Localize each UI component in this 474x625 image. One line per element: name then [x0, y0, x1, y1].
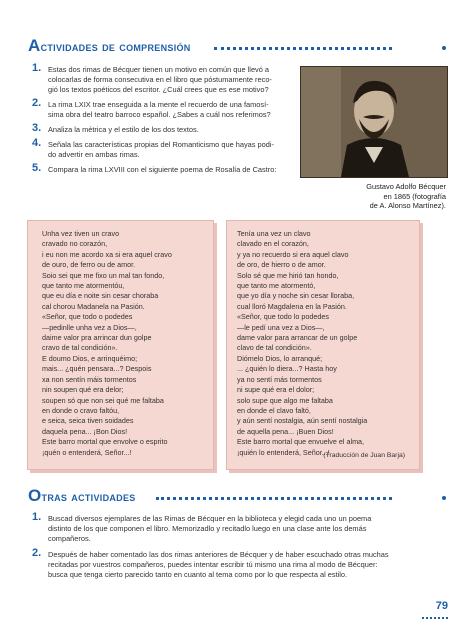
question-4 — [32, 137, 292, 160]
activity-number: 1. — [32, 511, 42, 523]
question-text: La rima LXIX trae enseguida a la mente el recuerdo de una famosí- — [48, 100, 269, 109]
poem-line: Este barro mortal que envolve o esprito — [42, 437, 168, 447]
poem-line: daime valor pra arrincar dun golpe — [42, 333, 152, 343]
comprension-heading — [28, 36, 191, 56]
question-text: Analiza la métrica y el estilo de los dos textos. — [48, 125, 199, 134]
poem-line: en donde el clavo faltó, — [237, 405, 311, 415]
poem-line: cual lloró Magdalena en la Pasión. — [237, 301, 347, 311]
poem-line: ... ¿quién lo diera...? Hasta hoy — [237, 364, 337, 374]
question-1 — [32, 62, 292, 95]
poem-line: de oro, de hierro o de amor. — [237, 260, 326, 270]
becquer-portrait-photo — [300, 66, 448, 178]
poem-line: Diómelo Dios, lo arranqué; — [237, 353, 323, 363]
poem-line: daquela pena... ¡Bon Dios! — [42, 426, 128, 436]
poem-line: Unha vez tiven un cravo — [42, 229, 120, 238]
heading-dotted-rule — [214, 47, 392, 50]
translation-credit: (Traducción de Juan Barja) — [323, 452, 405, 459]
poem-line: Este barro mortal que envuelve el alma, — [237, 437, 365, 447]
poem-line: E doumo Dios, e arrinquéimo; — [42, 353, 138, 363]
poem-line: que eu día e noite sin cesar choraba — [42, 291, 159, 301]
poem-line: «Señor, que todo lo podedes — [237, 312, 329, 322]
poem-lines — [237, 229, 367, 458]
heading-rest: ctividades de comprensión — [40, 38, 191, 54]
poem-line: de ouro, de ferro ou de amor. — [42, 260, 136, 270]
heading-end-dot — [442, 46, 446, 50]
question-3 — [32, 122, 292, 135]
poem-line: ¡quién lo entenderá, Señor...! — [237, 447, 330, 457]
activity-text: recitadas por vuestros compañeros, puedes intentar escribir tú mismo una rima al modo de Bécquer: — [48, 560, 378, 569]
question-text: gió los textos poéticos del escritor. ¿Cuál crees que es ese motivo? — [48, 85, 269, 94]
poem-line: clavo de tal condición». — [237, 343, 312, 353]
otras-heading — [28, 486, 136, 506]
question-number: 4. — [32, 137, 42, 149]
question-text: do advertir en ambas rimas. — [48, 150, 140, 159]
poem-line: nin soupen qué era delor; — [42, 385, 124, 395]
poem-line: e seica, seica tiven soidades — [42, 416, 134, 426]
question-5 — [32, 162, 302, 175]
poem-line: —le pedí una vez a Dios—, — [237, 322, 325, 332]
heading-rest: tras actividades — [41, 488, 136, 504]
poem-spanish-box — [226, 220, 420, 470]
poem-line: cravo de tal condición». — [42, 343, 118, 353]
caption-line: Gustavo Adolfo Bécquer — [366, 182, 446, 191]
portrait-illustration — [301, 67, 447, 177]
question-text: sima obra del teatro barroco español. ¿Sabes a cuál nos referimos? — [48, 110, 271, 119]
activity-text: compañeros. — [48, 534, 91, 543]
activity-text: Después de haber comentado las dos rimas anteriores de Bécquer y de haber escuchado otras muchas — [48, 550, 389, 559]
poem-line: cravado no corazón, — [42, 239, 108, 249]
poem-line: xa non sentín máis tormentos — [42, 374, 137, 384]
activity-text: Buscad diversos ejemplares de las Rimas de Bécquer en la biblioteca y elegid cada uno un poema — [48, 514, 372, 523]
poem-line: y aún sentí nostalgia, aún sentí nostalgia — [237, 416, 368, 426]
poem-line: ¡quén o entenderá, Señor...! — [42, 447, 132, 457]
poem-line: Soio sei que me fixo un mal tan fondo, — [42, 270, 165, 280]
poem-line: clavado en el corazón, — [237, 239, 309, 249]
question-number: 1. — [32, 62, 42, 74]
activity-number: 2. — [32, 547, 42, 559]
poem-line: cal chorou Madanela na Pasión. — [42, 301, 145, 311]
heading-initial: O — [28, 486, 42, 505]
poem-line: ni supe qué era el dolor; — [237, 385, 315, 395]
question-number: 3. — [32, 122, 42, 134]
page-number-dots — [422, 617, 448, 619]
question-2 — [32, 97, 292, 120]
poem-line: que tanto me atormentó, — [237, 281, 316, 291]
poem-line: i eu non me acordo xa si era aquel cravo — [42, 249, 172, 259]
poem-line: y ya no recuerdo si era aquel clavo — [237, 249, 349, 259]
poem-line: —pedinlle unha vez a Dios—, — [42, 322, 137, 332]
otras-activity-1 — [32, 511, 453, 544]
poem-lines — [42, 229, 172, 458]
poem-line: que yo día y noche sin cesar lloraba, — [237, 291, 355, 301]
activity-text: busca que tenga cierto parecido tanto en cuanto al tema como por lo que respecta al estilo. — [48, 570, 348, 579]
poem-line: soupen só que non sei qué me faltaba — [42, 395, 164, 405]
poem-line: Solo sé que me hirió tan hondo, — [237, 270, 339, 280]
question-number: 5. — [32, 162, 42, 174]
question-text: Señala las características propias del Romanticismo que hayas podi- — [48, 140, 274, 149]
question-number: 2. — [32, 97, 42, 109]
caption-line: de A. Alonso Martínez). — [369, 201, 446, 210]
poem-line: de aquella pena... ¡Buen Dios! — [237, 426, 334, 436]
poem-line: dame valor para arrancar de un golpe — [237, 333, 358, 343]
poem-line: solo supe que algo me faltaba — [237, 395, 333, 405]
poem-line: en donde o cravo faltóu, — [42, 405, 120, 415]
poem-line: que tanto me atormentóu, — [42, 281, 125, 291]
heading-initial: A — [28, 36, 41, 55]
question-text: Estas dos rimas de Bécquer tienen un motivo en común que llevó a — [48, 65, 270, 74]
otras-end-dot — [442, 496, 446, 500]
photo-caption — [270, 182, 446, 211]
activity-text: distinto de los que componen el libro. Memorizadlo y recitadlo luego en una clase ante los demás — [48, 524, 367, 533]
otras-dotted-rule — [156, 497, 392, 500]
question-text: colocarlas de forma consecutiva en el libro que póstumamente reco- — [48, 75, 272, 84]
otras-activity-2 — [32, 547, 453, 580]
poem-line: «Señor, que todo o podedes — [42, 312, 133, 322]
caption-line: en 1865 (fotografía — [383, 191, 446, 201]
poem-line: mais... ¿quén pensara...? Despois — [42, 364, 152, 374]
poem-line: ya no sentí más tormentos — [237, 374, 322, 384]
question-text: Compara la rima LXVIII con el siguiente poema de Rosalía de Castro: — [48, 165, 277, 174]
page-number: 79 — [435, 600, 448, 612]
poem-line: Tenía una vez un clavo — [237, 229, 311, 238]
poem-galician-box — [27, 220, 214, 470]
